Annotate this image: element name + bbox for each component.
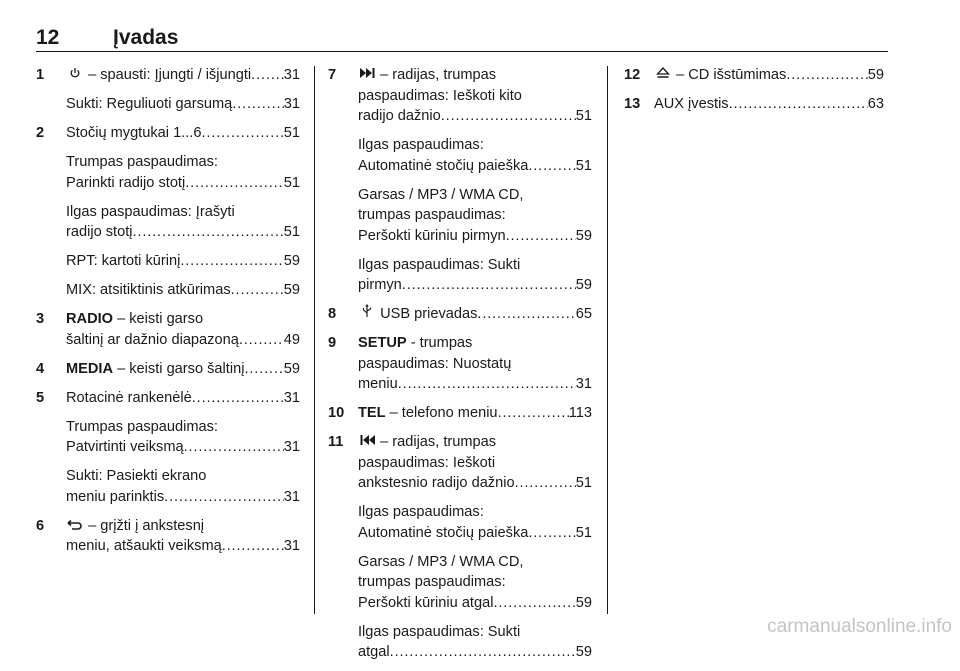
index-entry bbox=[36, 123, 300, 144]
entry-line bbox=[358, 593, 592, 614]
entry-line bbox=[358, 473, 592, 494]
page-ref: 31 bbox=[283, 538, 300, 554]
entry-number: 5 bbox=[36, 389, 45, 406]
page-ref: 51 bbox=[575, 524, 592, 541]
dot-leader bbox=[498, 403, 569, 424]
entry-text: Patvirtinti veiksmą bbox=[66, 439, 184, 455]
entry-line bbox=[66, 173, 300, 194]
index-column-2 bbox=[328, 65, 592, 671]
entry-line bbox=[358, 572, 592, 593]
control-name: MEDIA bbox=[66, 360, 114, 377]
entry-text: Sukti: Reguliuoti garsumą bbox=[66, 96, 233, 112]
entry-line bbox=[66, 94, 300, 115]
entry-number: 7 bbox=[328, 67, 337, 83]
entry-line bbox=[66, 466, 300, 487]
index-entry bbox=[36, 202, 300, 243]
next-track-icon bbox=[358, 65, 376, 86]
dot-leader bbox=[164, 487, 284, 508]
page-ref: 63 bbox=[867, 96, 884, 112]
entry-text: Trumpas paspaudimas: bbox=[66, 154, 218, 170]
entry-number: 8 bbox=[328, 306, 337, 322]
dot-leader bbox=[180, 251, 283, 272]
dot-leader bbox=[477, 304, 575, 325]
dot-leader bbox=[528, 523, 575, 544]
page-ref: 51 bbox=[575, 157, 592, 174]
entry-text: – telefono meniu bbox=[389, 405, 498, 421]
entry-text: Sukti: Pasiekti ekrano bbox=[66, 468, 207, 484]
entry-text: paspaudimas: Ieškoti bbox=[358, 454, 496, 471]
entry-line bbox=[358, 65, 592, 86]
page-ref: 31 bbox=[283, 96, 300, 112]
entry-line bbox=[358, 432, 592, 453]
entry-text: Rotacinė rankenėlė bbox=[66, 389, 192, 406]
entry-line bbox=[66, 359, 300, 380]
entry-line bbox=[66, 251, 300, 272]
eject-icon bbox=[654, 65, 672, 86]
entry-line bbox=[66, 487, 300, 508]
entry-line bbox=[358, 226, 592, 247]
entry-line bbox=[66, 388, 300, 409]
entry-text: – CD išstūmimas bbox=[676, 67, 787, 83]
entry-text: radijo dažnio bbox=[358, 108, 441, 124]
entry-text: Ilgas paspaudimas: Įrašyti bbox=[66, 203, 235, 220]
entry-line bbox=[66, 123, 300, 144]
dot-leader bbox=[515, 473, 576, 494]
entry-text: ankstesnio radijo dažnio bbox=[358, 475, 515, 491]
entry-line bbox=[66, 202, 300, 223]
index-entry bbox=[328, 432, 592, 494]
entry-line bbox=[358, 403, 592, 424]
column-divider bbox=[607, 66, 608, 614]
page-ref: 49 bbox=[283, 331, 300, 348]
entry-line bbox=[66, 280, 300, 301]
entry-line bbox=[66, 536, 300, 557]
page-ref: 31 bbox=[575, 376, 592, 392]
index-entry bbox=[328, 255, 592, 296]
entry-text: meniu, atšaukti veiksmą bbox=[66, 538, 222, 554]
entry-number: 1 bbox=[36, 67, 45, 83]
page-ref: 59 bbox=[283, 282, 300, 298]
page-ref: 59 bbox=[283, 360, 300, 377]
dot-leader bbox=[528, 156, 575, 177]
watermark: carmanualsonline.info bbox=[767, 616, 952, 637]
dot-leader bbox=[441, 106, 576, 127]
power-icon bbox=[66, 65, 84, 86]
dot-leader bbox=[493, 593, 575, 614]
entry-line bbox=[358, 255, 592, 276]
entry-line bbox=[358, 135, 592, 156]
entry-text: paspaudimas: Ieškoti kito bbox=[358, 87, 522, 104]
entry-line bbox=[358, 156, 592, 177]
entry-number: 10 bbox=[328, 405, 345, 421]
index-entry bbox=[36, 251, 300, 272]
entry-number: 11 bbox=[328, 434, 344, 450]
dot-leader bbox=[133, 222, 284, 243]
control-name: TEL bbox=[358, 405, 386, 421]
control-name: SETUP bbox=[358, 335, 407, 351]
dot-leader bbox=[201, 123, 283, 144]
page-ref: 31 bbox=[283, 67, 300, 83]
entry-text: - trumpas bbox=[410, 335, 473, 351]
page-title: Įvadas bbox=[113, 26, 179, 49]
entry-line bbox=[358, 354, 592, 375]
entry-line bbox=[66, 152, 300, 173]
entry-text: radijo stotį bbox=[66, 224, 133, 240]
entry-text: trumpas paspaudimas: bbox=[358, 574, 506, 590]
page-ref: 65 bbox=[575, 306, 592, 322]
entry-line bbox=[66, 309, 300, 330]
entry-text: – keisti garso bbox=[117, 311, 204, 327]
dot-leader bbox=[244, 359, 283, 380]
entry-text: Ilgas paspaudimas: Sukti bbox=[358, 256, 521, 273]
entry-text: trumpas paspaudimas: bbox=[358, 207, 506, 223]
page-ref: 113 bbox=[568, 405, 592, 421]
index-entry bbox=[36, 309, 300, 350]
entry-line bbox=[66, 65, 300, 86]
index-entry bbox=[328, 304, 592, 325]
entry-text: USB prievadas bbox=[380, 306, 478, 322]
page-ref: 51 bbox=[575, 475, 592, 491]
entry-text: meniu bbox=[358, 376, 398, 392]
prev-track-icon bbox=[358, 432, 376, 453]
index-entry bbox=[328, 502, 592, 543]
entry-line bbox=[66, 437, 300, 458]
dot-leader bbox=[184, 437, 284, 458]
index-entry bbox=[36, 388, 300, 409]
entry-text: – radijas, trumpas bbox=[380, 434, 497, 450]
entry-text: Ilgas paspaudimas: Sukti bbox=[358, 623, 521, 640]
entry-line bbox=[66, 516, 300, 537]
index-entry bbox=[328, 333, 592, 395]
index-entry bbox=[328, 622, 592, 663]
entry-line bbox=[358, 333, 592, 354]
entry-text: – keisti garso šaltinį bbox=[117, 360, 245, 377]
entry-line bbox=[358, 453, 592, 474]
page-number: 12 bbox=[36, 26, 60, 49]
entry-text: Ilgas paspaudimas: bbox=[358, 504, 484, 520]
entry-text: RPT: kartoti kūrinį bbox=[66, 253, 181, 269]
index-entry bbox=[36, 65, 300, 86]
page-ref: 59 bbox=[867, 67, 884, 83]
entry-text: Automatinė stočių paieška bbox=[358, 524, 529, 541]
entry-line bbox=[358, 205, 592, 226]
index-entry bbox=[36, 94, 300, 115]
page-ref: 59 bbox=[575, 644, 592, 660]
dot-leader bbox=[185, 173, 284, 194]
dot-leader bbox=[231, 280, 284, 301]
entry-line bbox=[358, 304, 592, 325]
page-ref: 59 bbox=[575, 277, 592, 293]
dot-leader bbox=[239, 330, 284, 351]
entry-line bbox=[654, 65, 884, 86]
entry-text: – grįžti į ankstesnį bbox=[88, 517, 205, 534]
entry-text: šaltinį ar dažnio diapazoną bbox=[66, 331, 239, 348]
page-ref: 31 bbox=[283, 389, 300, 406]
index-entry bbox=[624, 65, 884, 86]
entry-text: paspaudimas: Nuostatų bbox=[358, 355, 512, 372]
page-ref: 51 bbox=[283, 125, 300, 141]
entry-line bbox=[358, 642, 592, 663]
entry-line bbox=[358, 374, 592, 395]
entry-number: 6 bbox=[36, 517, 45, 534]
header-rule bbox=[36, 51, 888, 52]
entry-text: Peršokti kūriniu pirmyn bbox=[358, 227, 506, 244]
dot-leader bbox=[786, 65, 867, 86]
entry-line bbox=[358, 523, 592, 544]
page-ref: 59 bbox=[575, 594, 592, 611]
entry-line bbox=[66, 330, 300, 351]
index-entry bbox=[36, 152, 300, 193]
control-name: RADIO bbox=[66, 311, 114, 327]
entry-line bbox=[654, 94, 884, 115]
entry-line bbox=[358, 106, 592, 127]
entry-text: Stočių mygtukai 1...6 bbox=[66, 125, 202, 141]
index-entry bbox=[36, 359, 300, 380]
entry-text: Garsas / MP3 / WMA CD, bbox=[358, 553, 524, 570]
entry-line bbox=[358, 502, 592, 523]
index-entry bbox=[36, 466, 300, 507]
index-entry bbox=[328, 65, 592, 127]
dot-leader bbox=[222, 536, 284, 557]
dot-leader bbox=[729, 94, 868, 115]
entry-line bbox=[358, 552, 592, 573]
entry-text: MIX: atsitiktinis atkūrimas bbox=[66, 282, 231, 298]
entry-number: 3 bbox=[36, 311, 45, 327]
dot-leader bbox=[232, 94, 283, 115]
entry-text: – spausti: Įjungti / išjungti bbox=[88, 67, 252, 83]
usb-icon bbox=[358, 304, 376, 325]
entry-text: Garsas / MP3 / WMA CD, bbox=[358, 186, 524, 203]
page-ref: 51 bbox=[575, 108, 592, 124]
entry-text: Automatinė stočių paieška bbox=[358, 157, 529, 174]
entry-text: AUX įvestis bbox=[654, 96, 729, 112]
index-entry bbox=[328, 552, 592, 614]
entry-line bbox=[358, 185, 592, 206]
entry-line bbox=[358, 622, 592, 643]
entry-number: 13 bbox=[624, 96, 641, 112]
entry-line bbox=[66, 417, 300, 438]
index-entry bbox=[36, 516, 300, 557]
dot-leader bbox=[192, 388, 284, 409]
index-entry bbox=[328, 185, 592, 247]
entry-number: 4 bbox=[36, 360, 45, 377]
entry-line bbox=[66, 222, 300, 243]
entry-number: 12 bbox=[624, 67, 641, 83]
index-entry bbox=[328, 135, 592, 176]
index-entry bbox=[36, 417, 300, 458]
entry-text: Parinkti radijo stotį bbox=[66, 174, 186, 191]
index-column-3 bbox=[624, 65, 884, 123]
index-entry bbox=[624, 94, 884, 115]
index-entry bbox=[36, 280, 300, 301]
index-column-1 bbox=[36, 65, 300, 565]
dot-leader bbox=[398, 374, 576, 395]
entry-text: Peršokti kūriniu atgal bbox=[358, 594, 494, 611]
back-icon bbox=[66, 516, 84, 537]
page-ref: 59 bbox=[283, 253, 300, 269]
entry-text: meniu parinktis bbox=[66, 488, 165, 505]
entry-number: 9 bbox=[328, 335, 337, 351]
index-entry bbox=[328, 403, 592, 424]
entry-line bbox=[358, 275, 592, 296]
page-header bbox=[36, 26, 888, 52]
entry-text: atgal bbox=[358, 644, 390, 660]
entry-text: Ilgas paspaudimas: bbox=[358, 137, 484, 153]
entry-line bbox=[358, 86, 592, 107]
dot-leader bbox=[251, 65, 284, 86]
page-ref: 59 bbox=[575, 227, 592, 244]
dot-leader bbox=[402, 275, 576, 296]
entry-text: pirmyn bbox=[358, 277, 402, 293]
page-ref: 51 bbox=[283, 174, 300, 191]
entry-text: Trumpas paspaudimas: bbox=[66, 418, 218, 435]
column-divider bbox=[314, 66, 315, 614]
dot-leader bbox=[506, 226, 576, 247]
dot-leader bbox=[390, 642, 576, 663]
entry-number: 2 bbox=[36, 125, 45, 141]
page-ref: 51 bbox=[283, 224, 300, 240]
page-ref: 31 bbox=[283, 439, 300, 455]
page-ref: 31 bbox=[283, 488, 300, 505]
entry-text: – radijas, trumpas bbox=[380, 67, 497, 83]
